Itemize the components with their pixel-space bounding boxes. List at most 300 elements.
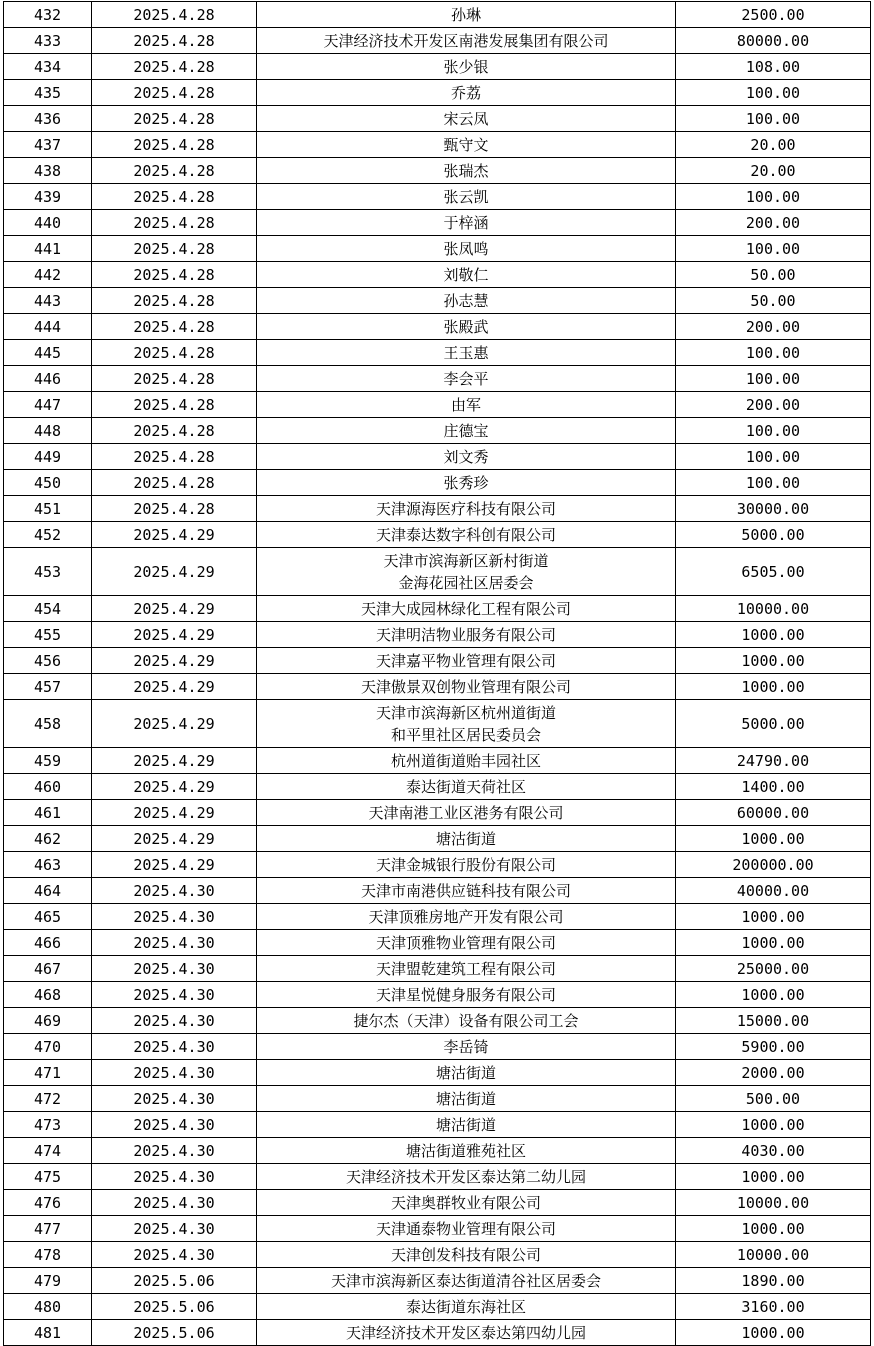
donor-name-cell	[257, 1268, 676, 1294]
table-row	[4, 418, 871, 444]
amount-cell: 500.00	[676, 1086, 871, 1112]
date-cell: 2025.4.28	[92, 210, 257, 236]
donor-name-line: 张殿武	[443, 317, 489, 336]
amount-cell: 10000.00	[676, 1242, 871, 1268]
donor-name-cell	[257, 496, 676, 522]
date-cell: 2025.4.30	[92, 878, 257, 904]
donor-name-cell	[257, 288, 676, 314]
date-cell: 2025.4.28	[92, 496, 257, 522]
amount-cell: 1000.00	[676, 1112, 871, 1138]
amount-cell: 200.00	[676, 314, 871, 340]
amount-cell: 1000.00	[676, 826, 871, 852]
table-row	[4, 470, 871, 496]
date-cell: 2025.4.30	[92, 1164, 257, 1190]
table-row	[4, 622, 871, 648]
amount-cell: 1400.00	[676, 774, 871, 800]
serial-number-cell: 451	[4, 496, 92, 522]
table-row	[4, 982, 871, 1008]
date-cell: 2025.4.28	[92, 288, 257, 314]
amount-cell: 4030.00	[676, 1138, 871, 1164]
date-cell: 2025.4.29	[92, 522, 257, 548]
amount-cell: 100.00	[676, 106, 871, 132]
amount-cell: 100.00	[676, 236, 871, 262]
date-cell: 2025.4.30	[92, 1216, 257, 1242]
donor-name-line: 天津通泰物业管理有限公司	[375, 1219, 556, 1238]
serial-number-cell: 437	[4, 132, 92, 158]
date-cell: 2025.4.28	[92, 80, 257, 106]
serial-number-cell: 453	[4, 548, 92, 596]
date-cell: 2025.4.29	[92, 852, 257, 878]
donor-name-line: 金海花园社区居委会	[398, 573, 534, 592]
donor-name-line: 王玉惠	[443, 343, 489, 362]
date-cell: 2025.4.30	[92, 1112, 257, 1138]
serial-number-cell: 476	[4, 1190, 92, 1216]
donor-name-cell	[257, 700, 676, 748]
table-row	[4, 800, 871, 826]
date-cell: 2025.4.28	[92, 262, 257, 288]
table-row	[4, 158, 871, 184]
table-row	[4, 1138, 871, 1164]
date-cell: 2025.5.06	[92, 1294, 257, 1320]
serial-number-cell: 474	[4, 1138, 92, 1164]
donor-name-line: 塘沽街道	[435, 1063, 496, 1082]
donor-name-line: 天津创发科技有限公司	[390, 1245, 541, 1264]
table-row	[4, 132, 871, 158]
table-row	[4, 80, 871, 106]
table-row	[4, 1034, 871, 1060]
donor-name-line: 天津嘉平物业管理有限公司	[375, 651, 556, 670]
date-cell: 2025.4.30	[92, 1060, 257, 1086]
amount-cell: 50.00	[676, 262, 871, 288]
donor-name-line: 塘沽街道雅苑社区	[405, 1141, 526, 1160]
donor-name-line: 泰达街道东海社区	[405, 1297, 526, 1316]
donor-name-line: 天津顶雅房地产开发有限公司	[368, 907, 564, 926]
serial-number-cell: 447	[4, 392, 92, 418]
donor-name-line: 塘沽街道	[435, 1115, 496, 1134]
serial-number-cell: 468	[4, 982, 92, 1008]
date-cell: 2025.4.28	[92, 132, 257, 158]
donor-name-cell	[257, 852, 676, 878]
amount-cell: 1000.00	[676, 982, 871, 1008]
table-row	[4, 548, 871, 596]
serial-number-cell: 466	[4, 930, 92, 956]
serial-number-cell: 440	[4, 210, 92, 236]
date-cell: 2025.4.28	[92, 470, 257, 496]
table-row	[4, 28, 871, 54]
table-row	[4, 522, 871, 548]
serial-number-cell: 442	[4, 262, 92, 288]
donor-name-cell	[257, 28, 676, 54]
donor-name-cell	[257, 314, 676, 340]
donor-name-line: 天津奥群牧业有限公司	[390, 1193, 541, 1212]
donor-name-line: 泰达街道天荷社区	[405, 777, 526, 796]
serial-number-cell: 473	[4, 1112, 92, 1138]
serial-number-cell: 439	[4, 184, 92, 210]
amount-cell: 1000.00	[676, 930, 871, 956]
donation-table-body	[4, 2, 871, 1346]
table-row	[4, 1190, 871, 1216]
amount-cell: 100.00	[676, 366, 871, 392]
donor-name-line: 天津南港工业区港务有限公司	[368, 803, 564, 822]
date-cell: 2025.4.28	[92, 28, 257, 54]
amount-cell: 15000.00	[676, 1008, 871, 1034]
serial-number-cell: 457	[4, 674, 92, 700]
table-row	[4, 210, 871, 236]
donor-name-cell	[257, 418, 676, 444]
donor-name-cell	[257, 106, 676, 132]
serial-number-cell: 449	[4, 444, 92, 470]
donor-name-line: 天津大成园林绿化工程有限公司	[360, 599, 571, 618]
date-cell: 2025.4.30	[92, 1242, 257, 1268]
amount-cell: 108.00	[676, 54, 871, 80]
donor-name-line: 乔荔	[450, 83, 481, 102]
donor-name-line: 李岳锜	[443, 1037, 489, 1056]
donor-name-cell	[257, 878, 676, 904]
table-row	[4, 340, 871, 366]
serial-number-cell: 443	[4, 288, 92, 314]
serial-number-cell: 464	[4, 878, 92, 904]
table-row	[4, 674, 871, 700]
donor-name-line: 天津明洁物业服务有限公司	[375, 625, 556, 644]
amount-cell: 1000.00	[676, 904, 871, 930]
donor-name-cell	[257, 1060, 676, 1086]
date-cell: 2025.4.28	[92, 366, 257, 392]
date-cell: 2025.4.29	[92, 700, 257, 748]
donor-name-cell	[257, 158, 676, 184]
table-row	[4, 930, 871, 956]
amount-cell: 100.00	[676, 80, 871, 106]
donor-name-cell	[257, 596, 676, 622]
donor-name-cell	[257, 392, 676, 418]
date-cell: 2025.4.29	[92, 748, 257, 774]
amount-cell: 10000.00	[676, 1190, 871, 1216]
serial-number-cell: 467	[4, 956, 92, 982]
serial-number-cell: 455	[4, 622, 92, 648]
table-row	[4, 2, 871, 28]
donor-name-cell	[257, 748, 676, 774]
donor-name-line: 天津星悦健身服务有限公司	[375, 985, 556, 1004]
serial-number-cell: 469	[4, 1008, 92, 1034]
table-row	[4, 878, 871, 904]
donor-name-line: 塘沽街道	[435, 829, 496, 848]
serial-number-cell: 448	[4, 418, 92, 444]
date-cell: 2025.4.29	[92, 826, 257, 852]
date-cell: 2025.4.28	[92, 314, 257, 340]
donor-name-line: 刘文秀	[443, 447, 489, 466]
date-cell: 2025.4.30	[92, 1190, 257, 1216]
donor-name-cell	[257, 1008, 676, 1034]
table-row	[4, 1112, 871, 1138]
serial-number-cell: 454	[4, 596, 92, 622]
amount-cell: 24790.00	[676, 748, 871, 774]
donor-name-cell	[257, 1190, 676, 1216]
donor-name-cell	[257, 1216, 676, 1242]
donor-name-line: 塘沽街道	[435, 1089, 496, 1108]
table-row	[4, 496, 871, 522]
serial-number-cell: 435	[4, 80, 92, 106]
donor-name-cell	[257, 956, 676, 982]
amount-cell: 2500.00	[676, 2, 871, 28]
serial-number-cell: 450	[4, 470, 92, 496]
amount-cell: 5000.00	[676, 522, 871, 548]
donation-table	[3, 1, 871, 1346]
serial-number-cell: 472	[4, 1086, 92, 1112]
serial-number-cell: 477	[4, 1216, 92, 1242]
serial-number-cell: 432	[4, 2, 92, 28]
donor-name-line: 宋云凤	[443, 109, 489, 128]
donor-name-line: 庄德宝	[443, 421, 489, 440]
donor-name-cell	[257, 80, 676, 106]
amount-cell: 50.00	[676, 288, 871, 314]
donor-name-line: 天津泰达数字科创有限公司	[375, 525, 556, 544]
donor-name-line: 天津市滨海新区泰达街道清谷社区居委会	[330, 1271, 601, 1290]
amount-cell: 30000.00	[676, 496, 871, 522]
table-row	[4, 1008, 871, 1034]
date-cell: 2025.4.28	[92, 340, 257, 366]
donor-name-line: 甄守文	[443, 135, 489, 154]
donor-name-line: 捷尔杰（天津）设备有限公司工会	[353, 1011, 579, 1030]
donor-name-cell	[257, 774, 676, 800]
table-row	[4, 1242, 871, 1268]
serial-number-cell: 441	[4, 236, 92, 262]
date-cell: 2025.4.30	[92, 904, 257, 930]
donor-name-line: 天津盟乾建筑工程有限公司	[375, 959, 556, 978]
date-cell: 2025.4.28	[92, 106, 257, 132]
donor-name-cell	[257, 826, 676, 852]
amount-cell: 200000.00	[676, 852, 871, 878]
donor-name-cell	[257, 1242, 676, 1268]
date-cell: 2025.4.30	[92, 1138, 257, 1164]
amount-cell: 200.00	[676, 392, 871, 418]
date-cell: 2025.4.29	[92, 800, 257, 826]
date-cell: 2025.5.06	[92, 1268, 257, 1294]
donor-name-cell	[257, 1138, 676, 1164]
donor-name-cell	[257, 1294, 676, 1320]
amount-cell: 100.00	[676, 184, 871, 210]
date-cell: 2025.4.29	[92, 774, 257, 800]
serial-number-cell: 461	[4, 800, 92, 826]
date-cell: 2025.4.28	[92, 444, 257, 470]
serial-number-cell: 446	[4, 366, 92, 392]
date-cell: 2025.4.30	[92, 1086, 257, 1112]
donor-name-line: 天津金城银行股份有限公司	[375, 855, 556, 874]
date-cell: 2025.4.29	[92, 674, 257, 700]
donor-name-line: 天津经济技术开发区泰达第二幼儿园	[345, 1167, 586, 1186]
date-cell: 2025.4.29	[92, 596, 257, 622]
donor-name-line: 刘敬仁	[443, 265, 489, 284]
table-row	[4, 236, 871, 262]
amount-cell: 1000.00	[676, 674, 871, 700]
serial-number-cell: 452	[4, 522, 92, 548]
donor-name-line: 天津顶雅物业管理有限公司	[375, 933, 556, 952]
donor-name-line: 天津市滨海新区杭州道街道	[375, 703, 556, 722]
donor-name-cell	[257, 1320, 676, 1346]
donor-name-cell	[257, 648, 676, 674]
date-cell: 2025.4.28	[92, 158, 257, 184]
table-row	[4, 444, 871, 470]
table-row	[4, 596, 871, 622]
amount-cell: 10000.00	[676, 596, 871, 622]
serial-number-cell: 481	[4, 1320, 92, 1346]
serial-number-cell: 478	[4, 1242, 92, 1268]
date-cell: 2025.4.28	[92, 236, 257, 262]
date-cell: 2025.4.30	[92, 930, 257, 956]
donor-name-cell	[257, 366, 676, 392]
serial-number-cell: 444	[4, 314, 92, 340]
serial-number-cell: 458	[4, 700, 92, 748]
amount-cell: 5000.00	[676, 700, 871, 748]
amount-cell: 40000.00	[676, 878, 871, 904]
table-row	[4, 1320, 871, 1346]
serial-number-cell: 436	[4, 106, 92, 132]
table-row	[4, 852, 871, 878]
date-cell: 2025.4.30	[92, 956, 257, 982]
date-cell: 2025.4.30	[92, 982, 257, 1008]
serial-number-cell: 445	[4, 340, 92, 366]
donor-name-cell	[257, 2, 676, 28]
donor-name-cell	[257, 1034, 676, 1060]
amount-cell: 200.00	[676, 210, 871, 236]
table-row	[4, 106, 871, 132]
table-row	[4, 748, 871, 774]
donor-name-cell	[257, 930, 676, 956]
serial-number-cell: 456	[4, 648, 92, 674]
amount-cell: 100.00	[676, 444, 871, 470]
amount-cell: 1000.00	[676, 622, 871, 648]
donor-name-line: 天津市南港供应链科技有限公司	[360, 881, 571, 900]
serial-number-cell: 459	[4, 748, 92, 774]
table-row	[4, 184, 871, 210]
serial-number-cell: 462	[4, 826, 92, 852]
table-row	[4, 826, 871, 852]
donor-name-line: 和平里社区居民委员会	[390, 725, 541, 744]
donor-name-cell	[257, 210, 676, 236]
table-row	[4, 1294, 871, 1320]
amount-cell: 6505.00	[676, 548, 871, 596]
serial-number-cell: 479	[4, 1268, 92, 1294]
amount-cell: 25000.00	[676, 956, 871, 982]
table-row	[4, 904, 871, 930]
date-cell: 2025.4.29	[92, 622, 257, 648]
amount-cell: 20.00	[676, 158, 871, 184]
amount-cell: 3160.00	[676, 1294, 871, 1320]
donor-name-cell	[257, 132, 676, 158]
table-row	[4, 1216, 871, 1242]
donor-name-cell	[257, 184, 676, 210]
donor-name-cell	[257, 1164, 676, 1190]
donor-name-cell	[257, 674, 676, 700]
donor-name-cell	[257, 470, 676, 496]
table-row	[4, 1268, 871, 1294]
amount-cell: 1890.00	[676, 1268, 871, 1294]
amount-cell: 100.00	[676, 418, 871, 444]
date-cell: 2025.4.28	[92, 418, 257, 444]
donor-name-line: 天津源海医疗科技有限公司	[375, 499, 556, 518]
serial-number-cell: 460	[4, 774, 92, 800]
table-row	[4, 1164, 871, 1190]
amount-cell: 1000.00	[676, 648, 871, 674]
serial-number-cell: 433	[4, 28, 92, 54]
amount-cell: 20.00	[676, 132, 871, 158]
donor-name-line: 杭州道街道贻丰园社区	[390, 751, 541, 770]
table-row	[4, 54, 871, 80]
date-cell: 2025.4.28	[92, 2, 257, 28]
date-cell: 2025.5.06	[92, 1320, 257, 1346]
table-row	[4, 314, 871, 340]
donor-name-cell	[257, 1112, 676, 1138]
amount-cell: 1000.00	[676, 1216, 871, 1242]
donor-name-line: 天津市滨海新区新村街道	[383, 551, 549, 570]
donor-name-line: 李会平	[443, 369, 489, 388]
serial-number-cell: 438	[4, 158, 92, 184]
table-row	[4, 288, 871, 314]
date-cell: 2025.4.28	[92, 392, 257, 418]
donor-name-line: 天津经济技术开发区泰达第四幼儿园	[345, 1323, 586, 1342]
table-row	[4, 366, 871, 392]
amount-cell: 100.00	[676, 470, 871, 496]
donor-name-line: 张瑞杰	[443, 161, 489, 180]
amount-cell: 1000.00	[676, 1320, 871, 1346]
donor-name-cell	[257, 548, 676, 596]
table-row	[4, 648, 871, 674]
date-cell: 2025.4.29	[92, 648, 257, 674]
serial-number-cell: 480	[4, 1294, 92, 1320]
amount-cell: 1000.00	[676, 1164, 871, 1190]
donor-name-line: 张凤鸣	[443, 239, 489, 258]
donor-name-line: 天津经济技术开发区南港发展集团有限公司	[323, 31, 609, 50]
donor-name-line: 张秀珍	[443, 473, 489, 492]
donor-name-cell	[257, 904, 676, 930]
date-cell: 2025.4.29	[92, 548, 257, 596]
date-cell: 2025.4.30	[92, 1034, 257, 1060]
table-row	[4, 774, 871, 800]
donor-name-cell	[257, 522, 676, 548]
donor-name-cell	[257, 622, 676, 648]
serial-number-cell: 471	[4, 1060, 92, 1086]
donor-name-line: 张云凯	[443, 187, 489, 206]
amount-cell: 2000.00	[676, 1060, 871, 1086]
donor-name-cell	[257, 1086, 676, 1112]
serial-number-cell: 465	[4, 904, 92, 930]
donor-name-line: 孙琳	[450, 5, 481, 24]
amount-cell: 60000.00	[676, 800, 871, 826]
date-cell: 2025.4.28	[92, 54, 257, 80]
donor-name-line: 于梓涵	[443, 213, 489, 232]
donor-name-line: 孙志慧	[443, 291, 489, 310]
table-row	[4, 262, 871, 288]
donor-name-cell	[257, 340, 676, 366]
serial-number-cell: 470	[4, 1034, 92, 1060]
donor-name-cell	[257, 982, 676, 1008]
date-cell: 2025.4.28	[92, 184, 257, 210]
table-row	[4, 1060, 871, 1086]
serial-number-cell: 463	[4, 852, 92, 878]
donor-name-line: 由军	[450, 395, 481, 414]
donor-name-cell	[257, 54, 676, 80]
donor-name-cell	[257, 444, 676, 470]
table-row	[4, 956, 871, 982]
donor-name-cell	[257, 800, 676, 826]
donor-name-line: 天津傲景双创物业管理有限公司	[360, 677, 571, 696]
amount-cell: 100.00	[676, 340, 871, 366]
table-row	[4, 700, 871, 748]
serial-number-cell: 434	[4, 54, 92, 80]
amount-cell: 5900.00	[676, 1034, 871, 1060]
donor-name-line: 张少银	[443, 57, 489, 76]
date-cell: 2025.4.30	[92, 1008, 257, 1034]
amount-cell: 80000.00	[676, 28, 871, 54]
table-row	[4, 392, 871, 418]
